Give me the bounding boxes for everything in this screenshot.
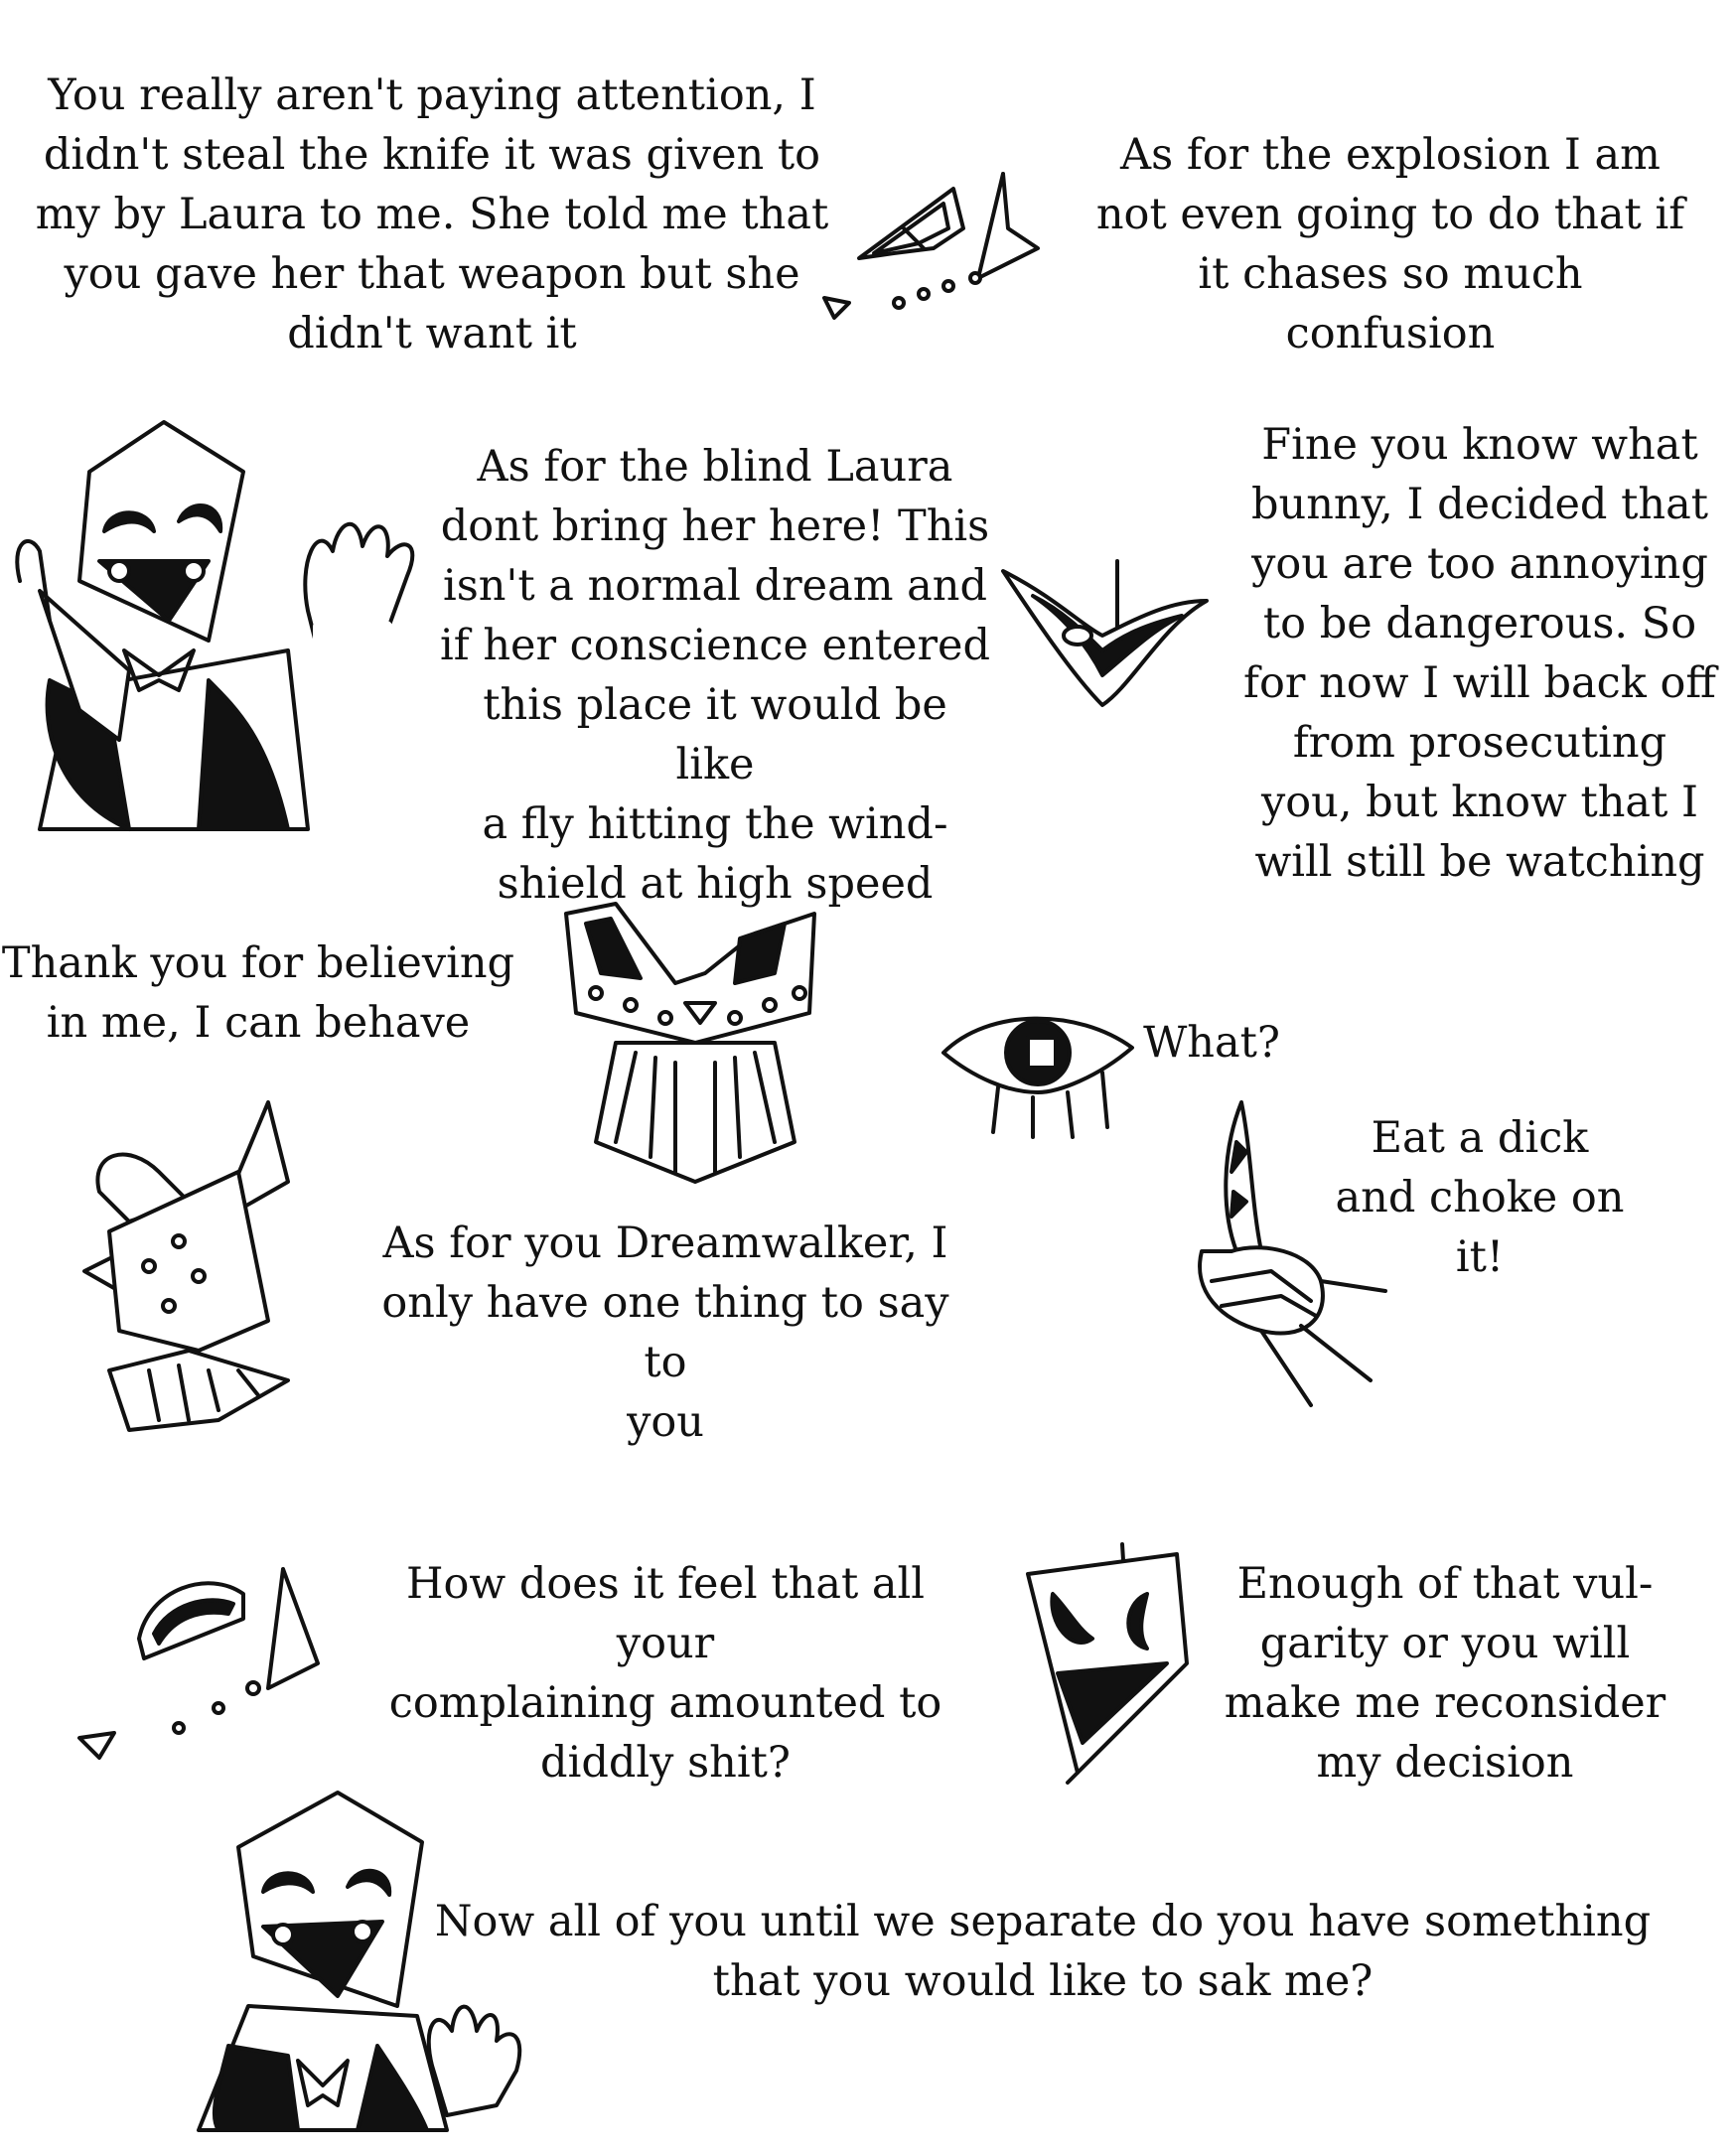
dialogue-line-2: As for the explosion I am not even going to do that if it chases so much confusion	[1095, 130, 1685, 359]
claw-hand-icon	[1182, 1092, 1410, 1410]
dialogue-line-5: Thank you for believing in me, I can behave	[1, 938, 515, 1048]
dialogue-line-11: Now all of you until we separate do you have something that you would like to sak me?	[434, 1897, 1652, 2006]
broken-mask-fragment-icon	[804, 169, 1063, 328]
dialogue-line-10: Enough of that vul- garity or you will make me reconsider my decision	[1224, 1559, 1666, 1788]
dialogue-line-6: What?	[1143, 1018, 1280, 1068]
dialogue-line-4: Fine you know what bunny, I decided that you are too annoying to be dangerous. So for now I will back off from prosecuting you, but know that I will still be watching	[1243, 420, 1716, 887]
dialogue-line-9: How does it feel that all your complaining amounted to diddly shit?	[388, 1559, 942, 1788]
broken-mask-fragment-icon	[70, 1549, 328, 1768]
dialogue-line-1: You really aren't paying attention, I didn't steal the knife it was given to my by Laura to me. She told me that you gave her that weapon but she didn't want it	[35, 71, 829, 359]
diamond-mask-character-icon	[199, 1788, 536, 2130]
horned-side-mask-icon	[70, 1092, 328, 1440]
single-eye-icon	[939, 998, 1137, 1147]
dialogue-line-8: As for you Dreamwalker, I only have one thing to say to you	[381, 1219, 949, 1447]
dialogue-line-7: Eat a dick and choke on it!	[1335, 1113, 1625, 1282]
diamond-mask-character-icon	[10, 412, 447, 829]
v-shaped-mask-icon	[993, 556, 1222, 725]
tilted-face-mask-icon	[1008, 1544, 1217, 1783]
crown-mask-character-icon	[556, 894, 834, 1192]
dialogue-line-3: As for the blind Laura dont bring her here! This isn't a normal dream and if her conscience entered this place it would be like a fly hitting the wind- shield at high speed	[439, 442, 990, 909]
